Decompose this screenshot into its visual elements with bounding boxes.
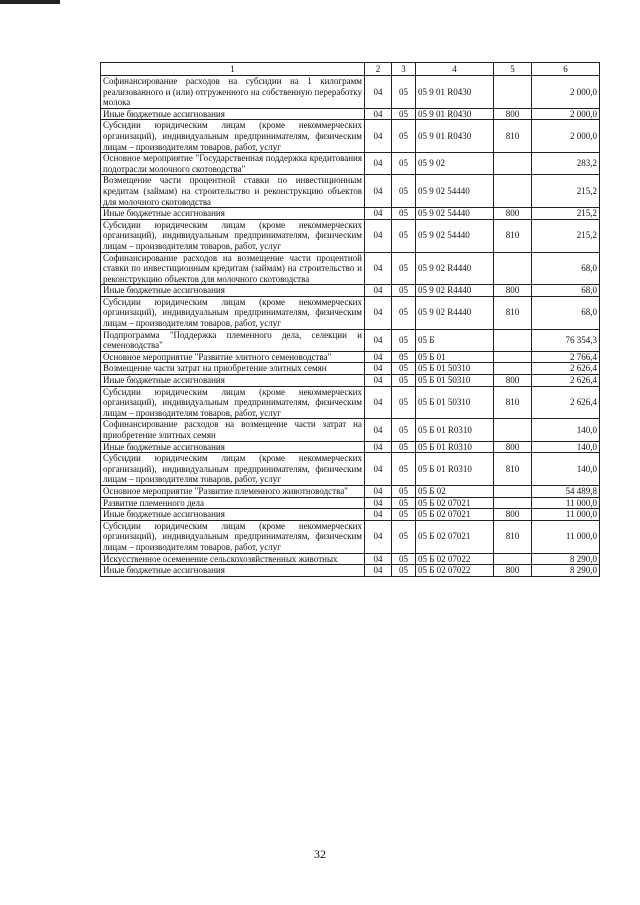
row-section: 04 [365,419,392,441]
table-row [101,329,600,351]
row-amount: 11 000,0 [532,497,600,509]
row-expense-type [494,553,532,565]
row-amount: 54 489,8 [532,485,600,497]
table-row [101,76,600,109]
row-subsection: 05 [392,120,416,153]
row-amount: 68,0 [532,252,600,285]
row-name: Иные бюджетные ассигнования [101,441,365,453]
row-name: Софинансирование расходов на субсидии на 1 килограмм реализованного и (или) отгруженного на собственную переработку молока [101,76,365,109]
table-row [101,351,600,363]
row-name: Возмещение части процентной ставки по инвестиционным кредитам (займам) на строительство и реконструкцию объектов для молочного скотоводства [101,175,365,208]
row-section: 04 [365,296,392,329]
row-target-code: 05 Б [416,329,494,351]
table-row [101,565,600,577]
row-subsection: 05 [392,108,416,120]
table-row [101,120,600,153]
row-name: Софинансирование расходов на возмещение части процентной ставки по инвестиционным кредитам (займам) на строительство и реконструкцию объектов для молочного скотоводства [101,252,365,285]
row-subsection: 05 [392,153,416,175]
row-expense-type: 800 [494,208,532,220]
table-row [101,485,600,497]
row-section: 04 [365,175,392,208]
row-subsection: 05 [392,76,416,109]
row-amount: 2 000,0 [532,76,600,109]
row-section: 04 [365,520,392,553]
table-row [101,419,600,441]
row-subsection: 05 [392,497,416,509]
row-name: Возмещение части затрат на приобретение элитных семян [101,363,365,375]
row-amount: 140,0 [532,441,600,453]
row-section: 04 [365,441,392,453]
row-expense-type [494,329,532,351]
row-expense-type: 800 [494,108,532,120]
row-expense-type: 810 [494,219,532,252]
row-expense-type [494,351,532,363]
row-section: 04 [365,351,392,363]
row-section: 04 [365,329,392,351]
row-expense-type: 810 [494,296,532,329]
row-section: 04 [365,565,392,577]
row-subsection: 05 [392,441,416,453]
row-subsection: 05 [392,553,416,565]
row-amount: 8 290,0 [532,565,600,577]
row-amount: 2 626,4 [532,363,600,375]
table-row [101,363,600,375]
header-col-6: 6 [532,63,600,76]
row-target-code: 05 Б 01 50310 [416,363,494,375]
row-amount: 215,2 [532,175,600,208]
header-col-5: 5 [494,63,532,76]
row-section: 04 [365,219,392,252]
row-subsection: 05 [392,285,416,297]
row-name: Основное мероприятие "Развитие элитного семеноводства" [101,351,365,363]
row-expense-type [494,363,532,375]
row-amount: 140,0 [532,419,600,441]
row-section: 04 [365,76,392,109]
row-section: 04 [365,509,392,521]
row-amount: 68,0 [532,296,600,329]
row-name: Основное мероприятие "Развитие племенного животноводства" [101,485,365,497]
table-row [101,375,600,387]
row-expense-type: 810 [494,386,532,419]
row-target-code: 05 9 01 R0430 [416,120,494,153]
row-amount: 2 000,0 [532,108,600,120]
row-expense-type: 800 [494,375,532,387]
row-subsection: 05 [392,453,416,486]
row-target-code: 05 9 02 R4440 [416,285,494,297]
row-name: Развитие племенного дела [101,497,365,509]
row-section: 04 [365,285,392,297]
row-subsection: 05 [392,208,416,220]
row-target-code: 05 Б 01 R0310 [416,453,494,486]
row-name: Подпрограмма "Поддержка племенного дела, селекции и семеноводства" [101,329,365,351]
table-row [101,497,600,509]
row-amount: 2 766,4 [532,351,600,363]
row-expense-type: 800 [494,565,532,577]
row-target-code: 05 9 02 54440 [416,219,494,252]
row-subsection: 05 [392,419,416,441]
row-name: Субсидии юридическим лицам (кроме некоммерческих организаций), индивидуальным предпринимателям, физическим лицам – производителям товаров, работ, услуг [101,520,365,553]
row-target-code: 05 Б 02 07022 [416,565,494,577]
row-expense-type: 800 [494,441,532,453]
row-amount: 11 000,0 [532,520,600,553]
row-subsection: 05 [392,296,416,329]
row-section: 04 [365,363,392,375]
row-expense-type: 800 [494,285,532,297]
table-row [101,219,600,252]
row-subsection: 05 [392,386,416,419]
row-subsection: 05 [392,509,416,521]
row-section: 04 [365,386,392,419]
table-row [101,386,600,419]
row-target-code: 05 Б 01 R0310 [416,419,494,441]
row-target-code: 05 Б 01 50310 [416,386,494,419]
row-section: 04 [365,453,392,486]
row-expense-type: 800 [494,509,532,521]
row-section: 04 [365,497,392,509]
table-row [101,153,600,175]
row-amount: 68,0 [532,285,600,297]
row-subsection: 05 [392,363,416,375]
table-row [101,175,600,208]
table-row [101,453,600,486]
header-col-4: 4 [416,63,494,76]
row-target-code: 05 Б 02 [416,485,494,497]
row-target-code: 05 9 01 R0430 [416,76,494,109]
row-name: Иные бюджетные ассигнования [101,565,365,577]
row-section: 04 [365,208,392,220]
row-target-code: 05 9 02 54440 [416,208,494,220]
row-section: 04 [365,120,392,153]
row-name: Субсидии юридическим лицам (кроме некоммерческих организаций), индивидуальным предпринимателям, физическим лицам – производителям товаров, работ, услуг [101,386,365,419]
row-section: 04 [365,252,392,285]
table-row [101,509,600,521]
table-row [101,553,600,565]
row-expense-type [494,153,532,175]
row-target-code: 05 9 02 54440 [416,175,494,208]
row-expense-type [494,76,532,109]
row-name: Иные бюджетные ассигнования [101,285,365,297]
row-target-code: 05 9 01 R0430 [416,108,494,120]
header-col-3: 3 [392,63,416,76]
header-col-2: 2 [365,63,392,76]
row-target-code: 05 Б 01 R0310 [416,441,494,453]
row-expense-type [494,175,532,208]
row-subsection: 05 [392,375,416,387]
row-amount: 215,2 [532,208,600,220]
row-subsection: 05 [392,520,416,553]
header-col-1: 1 [101,63,365,76]
row-amount: 2 626,4 [532,386,600,419]
row-name: Иные бюджетные ассигнования [101,108,365,120]
row-name: Субсидии юридическим лицам (кроме некоммерческих организаций), индивидуальным предпринимателям, физическим лицам – производителям товаров, работ, услуг [101,219,365,252]
row-name: Софинансирование расходов на возмещение части затрат на приобретение элитных семян [101,419,365,441]
row-section: 04 [365,553,392,565]
row-expense-type: 810 [494,120,532,153]
table-row [101,296,600,329]
row-subsection: 05 [392,219,416,252]
row-amount: 215,2 [532,219,600,252]
row-amount: 2 000,0 [532,120,600,153]
row-amount: 76 354,3 [532,329,600,351]
row-expense-type [494,419,532,441]
table-row [101,520,600,553]
row-target-code: 05 Б 02 07021 [416,497,494,509]
row-subsection: 05 [392,175,416,208]
table-row [101,285,600,297]
row-subsection: 05 [392,565,416,577]
table-row [101,252,600,285]
corner-mark [0,0,60,4]
row-target-code: 05 Б 02 07022 [416,553,494,565]
row-name: Основное мероприятие "Государственная поддержка кредитования подотрасли молочного скотоводства" [101,153,365,175]
row-amount: 11 000,0 [532,509,600,521]
row-name: Субсидии юридическим лицам (кроме некоммерческих организаций), индивидуальным предпринимателям, физическим лицам – производителям товаров, работ, услуг [101,296,365,329]
row-expense-type: 810 [494,520,532,553]
budget-table [100,62,600,577]
row-subsection: 05 [392,252,416,285]
row-expense-type [494,485,532,497]
row-name: Искусственное осеменение сельскохозяйственных животных [101,553,365,565]
row-amount: 8 290,0 [532,553,600,565]
header-row [101,63,600,76]
table-row [101,108,600,120]
row-subsection: 05 [392,351,416,363]
row-section: 04 [365,485,392,497]
row-expense-type [494,497,532,509]
row-amount: 2 626,4 [532,375,600,387]
row-name: Субсидии юридическим лицам (кроме некоммерческих организаций), индивидуальным предпринимателям, физическим лицам – производителям товаров, работ, услуг [101,453,365,486]
row-name: Субсидии юридическим лицам (кроме некоммерческих организаций), индивидуальным предпринимателям, физическим лицам – производителям товаров, работ, услуг [101,120,365,153]
page-number: 32 [314,847,326,861]
row-section: 04 [365,375,392,387]
row-name: Иные бюджетные ассигнования [101,509,365,521]
row-name: Иные бюджетные ассигнования [101,375,365,387]
table-row [101,441,600,453]
row-amount: 283,2 [532,153,600,175]
row-target-code: 05 9 02 [416,153,494,175]
row-target-code: 05 Б 02 07021 [416,509,494,521]
row-target-code: 05 Б 02 07021 [416,520,494,553]
table-body [101,76,600,577]
row-subsection: 05 [392,329,416,351]
row-expense-type: 810 [494,453,532,486]
row-target-code: 05 Б 01 50310 [416,375,494,387]
row-section: 04 [365,108,392,120]
row-expense-type [494,252,532,285]
row-target-code: 05 9 02 R4440 [416,252,494,285]
row-name: Иные бюджетные ассигнования [101,208,365,220]
row-target-code: 05 Б 01 [416,351,494,363]
row-subsection: 05 [392,485,416,497]
row-amount: 140,0 [532,453,600,486]
table-row [101,208,600,220]
row-section: 04 [365,153,392,175]
row-target-code: 05 9 02 R4440 [416,296,494,329]
